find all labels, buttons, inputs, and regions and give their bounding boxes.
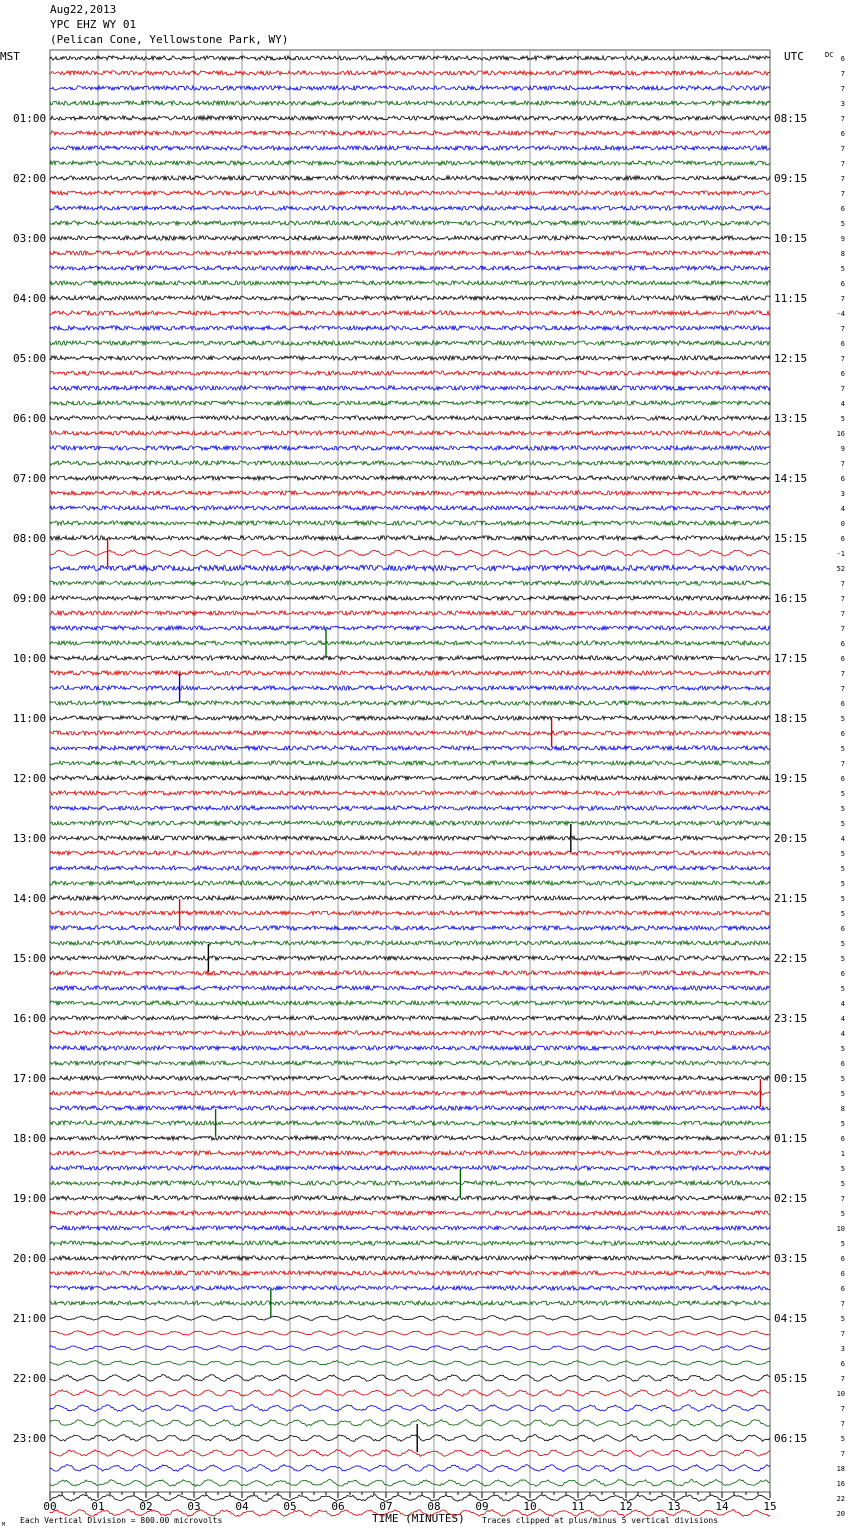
right-hour-label: 05:15 xyxy=(774,1372,808,1385)
seismic-trace xyxy=(50,1465,770,1472)
dc-offset-label: 3 xyxy=(840,1345,845,1353)
dc-offset-label: 7 xyxy=(840,190,845,198)
dc-offset-label: 5 xyxy=(840,1165,845,1173)
dc-offset-label: 4 xyxy=(840,505,845,513)
seismic-trace xyxy=(50,101,770,105)
dc-offset-label: 6 xyxy=(840,925,845,933)
right-hour-label: 09:15 xyxy=(774,172,808,185)
dc-offset-label: 7 xyxy=(840,355,845,363)
dc-offset-label: 7 xyxy=(840,625,845,633)
right-hour-label: 16:15 xyxy=(774,592,808,605)
dc-offset-label: 7 xyxy=(840,1330,845,1338)
seismic-trace xyxy=(50,491,770,495)
dc-offset-label: 5 xyxy=(840,715,845,723)
seismic-trace xyxy=(50,866,770,870)
dc-offset-label: 4 xyxy=(840,1000,845,1008)
dc-offset-label: 5 xyxy=(840,415,845,423)
left-hour-label: 21:00 xyxy=(13,1312,47,1325)
x-tick-label: 05 xyxy=(283,1500,297,1513)
dc-offset-label: 6 xyxy=(840,1285,845,1293)
seismic-trace xyxy=(50,221,770,225)
dc-offset-label: 6 xyxy=(840,1255,845,1263)
right-hour-label: 02:15 xyxy=(774,1192,808,1205)
seismic-trace xyxy=(50,476,770,480)
dc-offset-label: 5 xyxy=(840,955,845,963)
plot-frame xyxy=(50,50,770,1492)
seismic-trace xyxy=(50,821,770,825)
right-hour-label: 20:15 xyxy=(774,832,808,845)
dc-offset-label: 7 xyxy=(840,1195,845,1203)
seismic-trace xyxy=(50,1181,770,1185)
seismic-trace xyxy=(50,1226,770,1230)
x-tick-label: 02 xyxy=(139,1500,153,1513)
left-hour-label: 11:00 xyxy=(13,712,47,725)
seismic-trace xyxy=(50,686,770,690)
seismic-trace xyxy=(50,251,770,255)
dc-offset-label: -1 xyxy=(836,550,845,558)
right-hour-label: 22:15 xyxy=(774,952,808,965)
left-hour-label: 20:00 xyxy=(13,1252,47,1265)
x-tick-label: 11 xyxy=(571,1500,585,1513)
seismic-trace xyxy=(50,1271,770,1275)
seismic-trace xyxy=(50,1301,770,1305)
right-hour-label: 19:15 xyxy=(774,772,808,785)
seismic-trace xyxy=(50,761,770,765)
seismic-trace xyxy=(50,1361,770,1366)
seismic-trace xyxy=(50,1241,770,1245)
station-location: (Pelican Cone, Yellowstone Park, WY) xyxy=(50,33,289,46)
seismic-trace xyxy=(50,1121,770,1125)
seismic-trace xyxy=(50,851,770,855)
x-tick-label: 15 xyxy=(763,1500,777,1513)
seismic-trace xyxy=(50,1196,770,1200)
seismic-trace xyxy=(50,1480,770,1487)
dc-offset-label: 5 xyxy=(840,1435,845,1443)
seismic-trace xyxy=(50,266,770,270)
seismic-trace xyxy=(50,371,770,375)
dc-offset-label: 5 xyxy=(840,1315,845,1323)
dc-offset-label: 6 xyxy=(840,970,845,978)
left-hour-label: 14:00 xyxy=(13,892,47,905)
right-hour-label: 00:15 xyxy=(774,1072,808,1085)
left-zone-label: MST xyxy=(0,50,20,63)
right-hour-label: 04:15 xyxy=(774,1312,808,1325)
dc-offset-label: 6 xyxy=(840,340,845,348)
dc-offset-label: 5 xyxy=(840,940,845,948)
seismic-trace xyxy=(50,1346,770,1351)
dc-offset-label: 8 xyxy=(840,250,845,258)
seismic-trace xyxy=(50,1136,770,1140)
right-hour-label: 01:15 xyxy=(774,1132,808,1145)
dc-offset-label: 4 xyxy=(840,1030,845,1038)
dc-offset-label: 6 xyxy=(840,280,845,288)
dc-offset-label: 7 xyxy=(840,670,845,678)
traces-layer xyxy=(50,56,770,1517)
right-hour-label: 23:15 xyxy=(774,1012,808,1025)
seismic-trace xyxy=(50,461,770,465)
seismic-trace xyxy=(50,1211,770,1215)
dc-offset-label: 5 xyxy=(840,220,845,228)
dc-offset-label: 5 xyxy=(840,790,845,798)
dc-offset-label: 5 xyxy=(840,1180,845,1188)
grid-layer xyxy=(50,50,770,1492)
dc-offset-label: 7 xyxy=(840,1375,845,1383)
left-hour-label: 02:00 xyxy=(13,172,47,185)
station-code: YPC EHZ WY 01 xyxy=(50,18,137,31)
left-hour-label: 09:00 xyxy=(13,592,47,605)
seismic-trace xyxy=(50,56,770,60)
seismic-trace xyxy=(50,956,770,960)
dc-offset-label: 7 xyxy=(840,115,845,123)
seismic-trace xyxy=(50,611,770,615)
dc-offset-label: 5 xyxy=(840,820,845,828)
right-hour-label: 10:15 xyxy=(774,232,808,245)
seismic-trace xyxy=(50,191,770,195)
seismic-trace xyxy=(50,1166,770,1170)
seismic-trace xyxy=(50,521,770,525)
seismic-trace xyxy=(50,1405,770,1412)
dc-offset-label: 5 xyxy=(840,865,845,873)
seismic-trace xyxy=(50,1420,770,1427)
seismic-trace xyxy=(50,596,770,600)
dc-offset-label: 6 xyxy=(840,535,845,543)
dc-offset-label: 10 xyxy=(836,1390,845,1398)
x-tick-label: 10 xyxy=(523,1500,537,1513)
dc-header-label: DC xyxy=(825,51,834,59)
seismic-trace xyxy=(50,1256,770,1260)
right-hour-label: 12:15 xyxy=(774,352,808,365)
seismic-trace xyxy=(50,881,770,885)
seismic-trace xyxy=(50,1061,770,1065)
dc-offset-label: 4 xyxy=(840,1015,845,1023)
seismic-trace xyxy=(50,71,770,75)
seismic-trace xyxy=(50,911,770,915)
seismic-trace xyxy=(50,311,770,315)
dc-offset-label: 6 xyxy=(840,730,845,738)
left-hour-label: 05:00 xyxy=(13,352,47,365)
dc-offset-label: 5 xyxy=(840,745,845,753)
seismic-trace xyxy=(50,86,770,90)
left-hour-label: 10:00 xyxy=(13,652,47,665)
seismic-trace xyxy=(50,896,770,900)
seismic-trace xyxy=(50,1046,770,1050)
x-tick-label: 12 xyxy=(619,1500,633,1513)
seismic-trace xyxy=(50,536,770,540)
seismic-trace xyxy=(50,656,770,660)
seismic-trace xyxy=(50,776,770,780)
dc-offset-label: 6 xyxy=(840,700,845,708)
dc-offset-labels xyxy=(837,55,845,1518)
x-tick-label: 08 xyxy=(427,1500,441,1513)
dc-offset-label: 3 xyxy=(840,490,845,498)
seismic-trace xyxy=(50,296,770,300)
dc-offset-label: 7 xyxy=(840,70,845,78)
corner-mark: M xyxy=(2,1522,6,1528)
right-hour-label: 11:15 xyxy=(774,292,808,305)
seismic-trace xyxy=(50,1091,770,1095)
left-hour-label: 13:00 xyxy=(13,832,47,845)
dc-offset-label: 5 xyxy=(840,805,845,813)
dc-offset-label: 6 xyxy=(840,655,845,663)
dc-offset-label: 10 xyxy=(836,1225,845,1233)
seismic-trace xyxy=(50,1375,770,1382)
dc-offset-label: 4 xyxy=(840,835,845,843)
seismic-trace xyxy=(50,431,770,435)
dc-offset-label: 6 xyxy=(840,1360,845,1368)
dc-offset-label: 6 xyxy=(840,475,845,483)
seismic-trace xyxy=(50,791,770,795)
left-hour-label: 16:00 xyxy=(13,1012,47,1025)
dc-offset-label: 16 xyxy=(836,1480,845,1488)
dc-offset-label: 7 xyxy=(840,145,845,153)
dc-offset-label: 9 xyxy=(840,235,845,243)
seismic-trace xyxy=(50,1076,770,1080)
dc-offset-label: 3 xyxy=(840,100,845,108)
seismic-trace xyxy=(50,971,770,975)
seismic-trace xyxy=(50,506,770,510)
dc-offset-label: 5 xyxy=(840,1240,845,1248)
seismic-trace xyxy=(50,131,770,135)
left-hour-label: 19:00 xyxy=(13,1192,47,1205)
dc-offset-label: 5 xyxy=(840,985,845,993)
dc-offset-label: 7 xyxy=(840,1450,845,1458)
left-hour-label: 08:00 xyxy=(13,532,47,545)
seismic-trace xyxy=(50,236,770,240)
seismic-trace xyxy=(50,1331,770,1336)
left-hour-label: 06:00 xyxy=(13,412,47,425)
seismic-trace xyxy=(50,731,770,735)
dc-offset-label: 5 xyxy=(840,1075,845,1083)
x-tick-label: 06 xyxy=(331,1500,345,1513)
seismic-trace xyxy=(50,701,770,705)
right-hour-label: 03:15 xyxy=(774,1252,808,1265)
plot-date: Aug22,2013 xyxy=(50,3,117,16)
right-hour-label: 13:15 xyxy=(774,412,808,425)
dc-offset-label: 5 xyxy=(840,910,845,918)
right-hour-label: 18:15 xyxy=(774,712,808,725)
dc-offset-label: 5 xyxy=(840,1120,845,1128)
dc-offset-label: 7 xyxy=(840,610,845,618)
x-tick-label: 01 xyxy=(91,1500,105,1513)
dc-offset-label: 7 xyxy=(840,175,845,183)
dc-offset-label: 22 xyxy=(836,1495,845,1503)
dc-offset-label: 5 xyxy=(840,1210,845,1218)
dc-offset-label: 1 xyxy=(840,1150,845,1158)
left-hour-label: 04:00 xyxy=(13,292,47,305)
dc-offset-label: 9 xyxy=(840,445,845,453)
x-tick-label: 03 xyxy=(187,1500,201,1513)
seismic-trace xyxy=(50,161,770,165)
x-tick-label: 07 xyxy=(379,1500,393,1513)
right-hour-label: 21:15 xyxy=(774,892,808,905)
seismic-trace xyxy=(50,806,770,810)
left-hour-label: 03:00 xyxy=(13,232,47,245)
seismic-trace xyxy=(50,446,770,450)
seismic-trace xyxy=(50,986,770,990)
dc-offset-label: 6 xyxy=(840,1270,845,1278)
seismic-trace xyxy=(50,1316,770,1321)
seismic-trace xyxy=(50,671,770,675)
seismic-trace xyxy=(50,176,770,180)
seismic-trace xyxy=(50,1390,770,1397)
scale-note: Each Vertical Division = 800.00 microvolts xyxy=(20,1516,223,1525)
dc-offset-label: 18 xyxy=(836,1465,845,1473)
dc-offset-label: 7 xyxy=(840,595,845,603)
seismic-trace xyxy=(50,206,770,210)
seismic-trace xyxy=(50,146,770,150)
dc-offset-label: 5 xyxy=(840,1045,845,1053)
seismic-trace xyxy=(50,941,770,945)
x-tick-label: 04 xyxy=(235,1500,249,1513)
dc-offset-label: 20 xyxy=(836,1510,845,1518)
seismic-trace xyxy=(50,1435,770,1442)
seismic-trace xyxy=(50,926,770,930)
seismic-trace xyxy=(50,836,770,840)
seismic-trace xyxy=(50,416,770,420)
dc-offset-label: 7 xyxy=(840,580,845,588)
right-zone-label: UTC xyxy=(784,50,804,63)
seismic-trace xyxy=(50,1031,770,1035)
seismic-trace xyxy=(50,341,770,345)
dc-offset-label: 7 xyxy=(840,295,845,303)
seismic-trace xyxy=(50,1151,770,1155)
seismic-trace xyxy=(50,1016,770,1020)
dc-offset-label: 7 xyxy=(840,1405,845,1413)
seismic-trace xyxy=(50,716,770,720)
dc-offset-label: 6 xyxy=(840,1060,845,1068)
dc-offset-label: 7 xyxy=(840,160,845,168)
dc-offset-label: 8 xyxy=(840,1105,845,1113)
dc-offset-label: 7 xyxy=(840,1300,845,1308)
left-hour-label: 18:00 xyxy=(13,1132,47,1145)
dc-offset-label: 6 xyxy=(840,130,845,138)
left-hour-label: 12:00 xyxy=(13,772,47,785)
left-hour-label: 22:00 xyxy=(13,1372,47,1385)
seismic-trace xyxy=(50,1286,770,1290)
dc-offset-label: 6 xyxy=(840,640,845,648)
right-hour-label: 06:15 xyxy=(774,1432,808,1445)
dc-offset-label: 7 xyxy=(840,85,845,93)
x-tick-label: 00 xyxy=(43,1500,57,1513)
seismic-trace xyxy=(50,565,770,571)
dc-offset-label: 6 xyxy=(840,55,845,63)
seismic-trace xyxy=(50,356,770,360)
seismic-trace xyxy=(50,386,770,390)
seismic-trace xyxy=(50,326,770,330)
dc-offset-label: 16 xyxy=(836,430,845,438)
dc-offset-label: -4 xyxy=(836,310,845,318)
dc-offset-label: 7 xyxy=(840,685,845,693)
seismic-trace xyxy=(50,401,770,405)
dc-offset-label: 7 xyxy=(840,760,845,768)
right-hour-label: 08:15 xyxy=(774,112,808,125)
x-tick-label: 13 xyxy=(667,1500,681,1513)
dc-offset-label: 4 xyxy=(840,400,845,408)
clip-note: Traces clipped at plus/minus 5 vertical divisions xyxy=(482,1516,719,1525)
left-hour-label: 07:00 xyxy=(13,472,47,485)
dc-offset-label: 6 xyxy=(840,1135,845,1143)
left-hour-label: 17:00 xyxy=(13,1072,47,1085)
dc-offset-label: 5 xyxy=(840,895,845,903)
dc-offset-label: 6 xyxy=(840,775,845,783)
left-hour-label: 15:00 xyxy=(13,952,47,965)
dc-offset-label: 5 xyxy=(840,1090,845,1098)
dc-offset-label: 7 xyxy=(840,385,845,393)
seismic-trace xyxy=(50,641,770,645)
left-hour-label: 01:00 xyxy=(13,112,47,125)
x-axis-title: TIME (MINUTES) xyxy=(372,1512,465,1525)
seismic-trace xyxy=(50,1001,770,1005)
dc-offset-label: 0 xyxy=(840,520,845,528)
dc-offset-label: 6 xyxy=(840,370,845,378)
dc-offset-label: 6 xyxy=(840,205,845,213)
seismic-trace xyxy=(50,626,770,630)
dc-offset-label: 5 xyxy=(840,880,845,888)
left-hour-label: 23:00 xyxy=(13,1432,47,1445)
right-hour-label: 17:15 xyxy=(774,652,808,665)
dc-offset-label: 5 xyxy=(840,850,845,858)
seismic-trace xyxy=(50,1106,770,1110)
seismic-trace xyxy=(50,1450,770,1457)
x-tick-label: 14 xyxy=(715,1500,729,1513)
x-tick-label: 09 xyxy=(475,1500,489,1513)
right-hour-label: 15:15 xyxy=(774,532,808,545)
seismic-trace xyxy=(50,581,770,585)
seismic-trace xyxy=(50,550,770,556)
dc-offset-label: 7 xyxy=(840,325,845,333)
right-hour-label: 14:15 xyxy=(774,472,808,485)
seismic-trace xyxy=(50,281,770,285)
dc-offset-label: 7 xyxy=(840,1420,845,1428)
seismic-trace xyxy=(50,746,770,750)
dc-offset-label: 52 xyxy=(836,565,845,573)
seismic-trace xyxy=(50,116,770,120)
dc-offset-label: 7 xyxy=(840,460,845,468)
seismic-trace xyxy=(50,1495,770,1502)
dc-offset-label: 5 xyxy=(840,265,845,273)
